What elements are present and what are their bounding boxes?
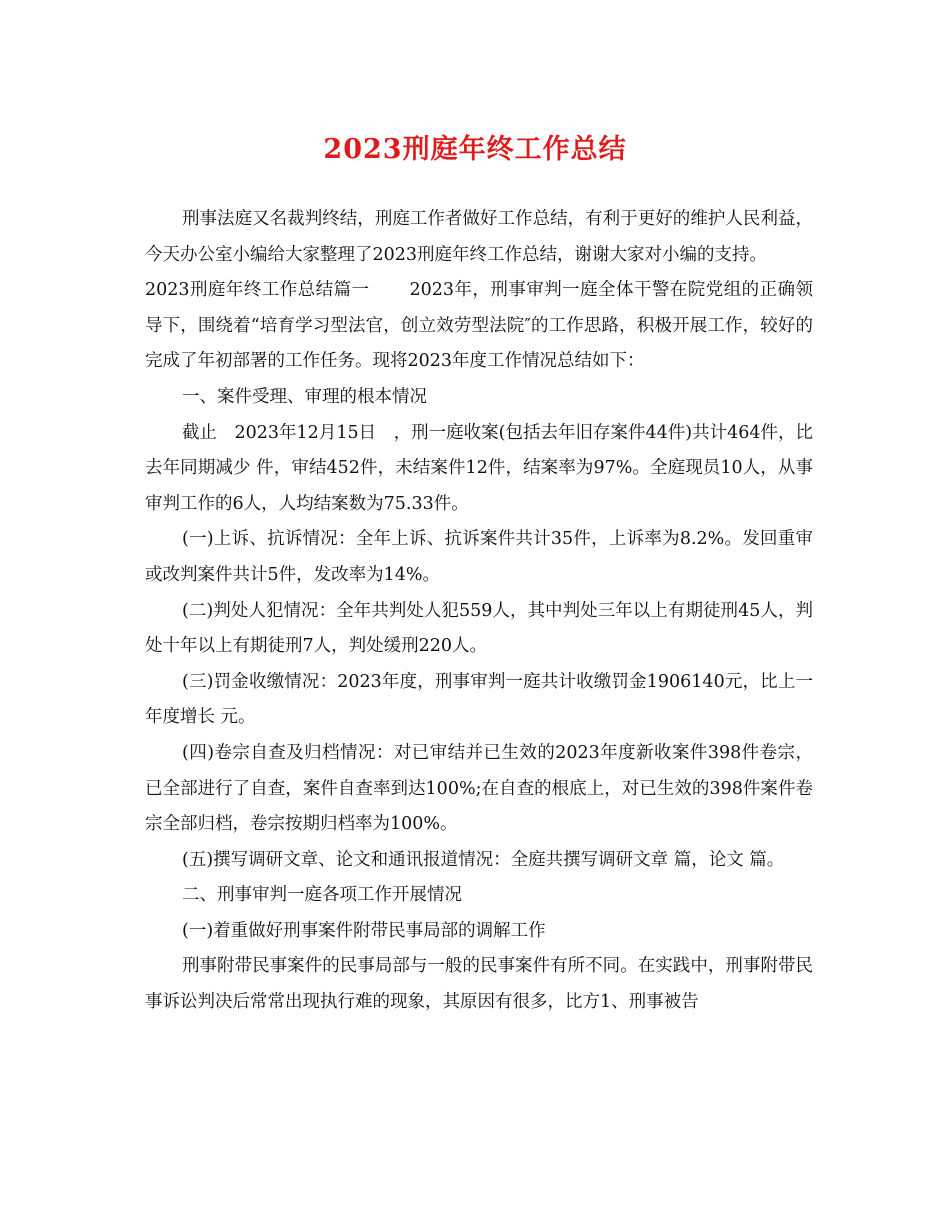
- research-paragraph: (五)撰写调研文章、论文和通讯报道情况：全庭共撰写调研文章 篇，论文 篇。: [182, 849, 785, 870]
- heading-case-overview: 一、案件受理、审理的根本情况: [182, 386, 427, 407]
- sentencing-paragraph: (二)判处人犯情况：全年共判处人犯559人，其中判处三年以上有期徒刑45人，判处十年以上有期徒刑7人，判处缓刑220人。: [145, 600, 813, 657]
- document-title: 2023刑庭年终工作总结: [323, 134, 627, 165]
- fines-paragraph: (三)罚金收缴情况：2023年度，刑事审判一庭共计收缴罚金1906140元，比上一年度增长 元。: [145, 671, 813, 728]
- intro-paragraph: 刑事法庭又名裁判终结，刑庭工作者做好工作总结，有利于更好的维护人民利益，今天办公室小编给大家整理了2023刑庭年终工作总结，谢谢大家对小编的支持。: [145, 209, 813, 265]
- case-stats-paragraph: 截止 2023年12月15日 ，刑一庭收案(包括去年旧存案件44件)共计464件，比去年同期减少 件，审结452件，未结案件12件，结案率为97%。全庭现员10人，从事审判工作的6人，人均结案数为75.33件。: [145, 422, 813, 514]
- appeal-paragraph: (一)上诉、抗诉情况：全年上诉、抗诉案件共计35件，上诉率为8.2%。发回重审或改判案件共计5件，发改率为14%。: [145, 529, 813, 585]
- sub-heading-mediation: (一)着重做好刑事案件附带民事局部的调解工作: [182, 920, 546, 941]
- mediation-paragraph: 刑事附带民事案件的民事局部与一般的民事案件有所不同。在实践中，刑事附带民事诉讼判决后常常出现执行难的现象，其原因有很多，比方1、刑事被告: [145, 956, 813, 1013]
- archive-paragraph: (四)卷宗自查及归档情况：对已审结并已生效的2023年度新收案件398件卷宗，已全部进行了自查，案件自查率到达100%;在自查的根底上，对已生效的398件案件卷宗全部归档，卷宗按期归档率为100%。: [145, 742, 813, 835]
- section-label: 2023刑庭年终工作总结篇一: [145, 280, 370, 301]
- section-intro: 2023年，刑事审判一庭全体干警在院党组的正确领导下，围绕着“培育学习型法官，创立效劳型法院″的工作思路，积极开展工作，较好的完成了年初部署的工作任务。现将2023年度工作情况总结如下：: [145, 280, 813, 372]
- document-body: [145, 202, 813, 1021]
- section-paragraph: [145, 273, 813, 380]
- heading-work-progress: 二、刑事审判一庭各项工作开展情况: [182, 885, 462, 906]
